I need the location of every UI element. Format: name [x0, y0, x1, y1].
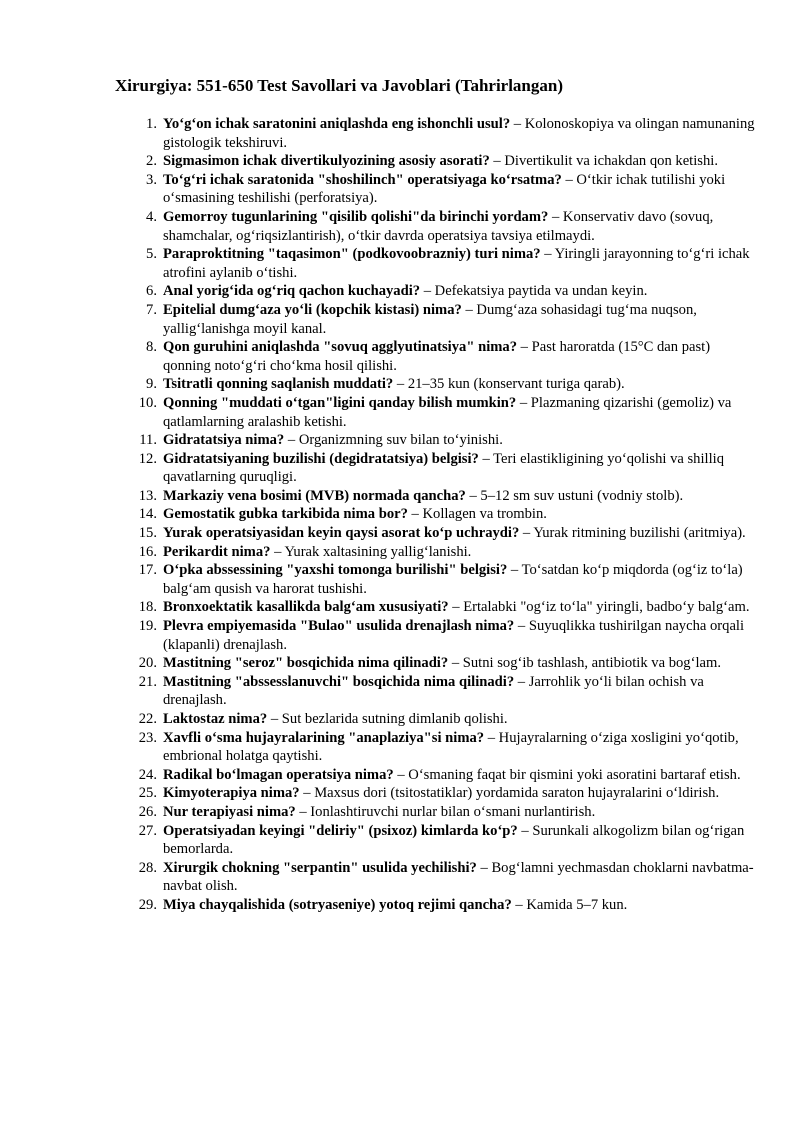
list-item	[115, 729, 760, 766]
question-text: Markaziy vena bosimi (MVB) normada qancha?	[163, 487, 466, 504]
question-text: Xavfli o‘sma hujayralarining "anaplaziya"si nima?	[163, 729, 485, 746]
answer-text: – Kamida 5–7 kun.	[511, 896, 628, 913]
answer-text: – Plazmaning qizarishi (gemoliz) va qatlamlarning aralashib ketishi.	[163, 394, 732, 430]
list-item	[115, 487, 760, 506]
question-text: To‘g‘ri ichak saratonida "shoshilinch" operatsiyaga ko‘rsatma?	[163, 171, 562, 188]
list-item	[115, 450, 760, 487]
question-text: Mastitning "seroz" bosqichida nima qilinadi?	[163, 655, 449, 672]
document-title: Xirurgiya: 551-650 Test Savollari va Javoblari (Tahrirlangan)	[115, 76, 564, 95]
question-text: Qon guruhini aniqlashda "sovuq agglyutinatsiya" nima?	[163, 339, 518, 356]
question-text: Plevra empiyemasida "Bulao" usulida drenajlash nima?	[163, 618, 515, 635]
list-item	[115, 822, 760, 859]
answer-text: – To‘satdan ko‘p miqdorda (og‘iz to‘la) balg‘am qusish va harorat tushishi.	[163, 562, 743, 597]
list-item	[115, 152, 760, 171]
answer-text: – Sut bezlarida sutning dimlanib qolishi.	[267, 711, 508, 727]
question-text: Qonning "muddati o‘tgan"ligini qanday bilish mumkin?	[163, 394, 517, 411]
item-number: 4.	[146, 208, 157, 225]
question-text: Laktostaz nima?	[163, 711, 268, 727]
list-item	[115, 505, 760, 524]
item-number: 26.	[138, 803, 157, 820]
question-text: Mastitning "abssesslanuvchi" bosqichida nima qilinadi?	[163, 673, 515, 690]
question-text: Sigmasimon ichak divertikulyozining asosiy asorati?	[163, 153, 490, 170]
item-number: 27.	[138, 822, 157, 839]
question-text: Epitelial dumg‘aza yo‘li (kopchik kistasi) nima?	[163, 301, 462, 318]
answer-text: – Sutni sog‘ib tashlash, antibiotik va bog‘lam.	[448, 655, 721, 672]
list-item	[115, 301, 760, 338]
item-number: 6.	[146, 283, 157, 300]
item-number: 3.	[146, 171, 157, 188]
question-text: Gidratatsiya nima?	[163, 432, 285, 449]
question-text: Anal yorig‘ida og‘riq qachon kuchayadi?	[163, 283, 421, 300]
answer-text: – Maxsus dori (tsitostatiklar) yordamida saraton hujayralarini o‘ldirish.	[299, 785, 720, 802]
question-text: Yo‘g‘on ichak saratonini aniqlashda eng ishonchli usul?	[163, 116, 511, 132]
item-number: 24.	[138, 766, 157, 783]
item-number: 15.	[138, 525, 157, 542]
list-item	[115, 171, 760, 208]
question-text: Yurak operatsiyasidan keyin qaysi asorat ko‘p uchraydi?	[163, 525, 520, 542]
item-number: 23.	[138, 729, 157, 746]
list-item	[115, 115, 760, 152]
answer-text: – O‘tkir ichak tutilishi yoki o‘smasining teshilishi (perforatsiya).	[163, 171, 726, 207]
item-number: 16.	[138, 543, 157, 560]
list-item	[115, 394, 760, 431]
list-item	[115, 654, 760, 673]
answer-text: – Divertikulit va ichakdan qon ketishi.	[489, 153, 718, 170]
question-text: Nur terapiyasi nima?	[163, 803, 296, 820]
question-text: Miya chayqalishida (sotryaseniye) yotoq rejimi qancha?	[163, 896, 512, 913]
answer-text: – Jarrohlik yo‘li bilan ochish va drenajlash.	[163, 673, 704, 709]
item-number: 25.	[138, 785, 157, 802]
question-text: Paraproktitning "taqasimon" (podkovoobrazniy) turi nima?	[163, 246, 541, 263]
answer-text: – Ertalabki "og‘iz to‘la" yiringli, badbo‘y balg‘am.	[448, 599, 750, 616]
item-number: 10.	[138, 394, 157, 411]
question-text: Gemostatik gubka tarkibida nima bor?	[163, 506, 408, 523]
answer-text: – Past haroratda (15°C dan past) qonning noto‘g‘ri cho‘kma hosil qilishi.	[163, 339, 711, 374]
list-item	[115, 859, 760, 896]
item-number: 5.	[146, 246, 157, 263]
list-item	[115, 375, 760, 394]
answer-text: – Bog‘lamni yechmasdan choklarni navbatma-navbat olish.	[163, 859, 754, 895]
list-item	[115, 896, 760, 915]
item-number: 1.	[146, 116, 157, 132]
question-text: Tsitratli qonning saqlanish muddati?	[163, 376, 394, 393]
question-text: Gemorroy tugunlarining "qisilib qolishi"da birinchi yordam?	[163, 208, 549, 225]
list-item	[115, 710, 760, 729]
question-text: Gidratatsiyaning buzilishi (degidratatsiya) belgisi?	[163, 450, 479, 467]
item-number: 21.	[138, 673, 157, 690]
question-text: Bronxoektatik kasallikda balg‘am xususiyati?	[163, 599, 449, 616]
question-text: Operatsiyadan keyingi "deliriy" (psixoz) kimlarda ko‘p?	[163, 822, 518, 839]
item-number: 17.	[138, 562, 157, 579]
answer-text: – O‘smaning faqat bir qismini yoki asoratini bartaraf etish.	[393, 766, 741, 783]
item-number: 14.	[138, 506, 157, 523]
list-item	[115, 673, 760, 710]
list-item	[115, 784, 760, 803]
question-text: Radikal bo‘lmagan operatsiya nima?	[163, 766, 394, 783]
list-item	[115, 561, 760, 598]
answer-text: – Konservativ davo (sovuq, shamchalar, og‘riqsizlantirish), o‘tkir davrda operatsiya tavsiya etilmaydi.	[163, 208, 714, 244]
item-number: 7.	[146, 301, 157, 318]
answer-text: – Yurak ritmining buzilishi (aritmiya).	[519, 525, 746, 542]
answer-text: – Yurak xaltasining yallig‘lanishi.	[270, 543, 472, 560]
list-item	[115, 338, 760, 375]
list-item	[115, 282, 760, 301]
item-number: 12.	[138, 450, 157, 467]
question-text: Xirurgik chokning "serpantin" usulida yechilishi?	[163, 859, 477, 876]
answer-text: – Suyuqlikka tushirilgan naycha orqali (klapanli) drenajlash.	[163, 618, 745, 653]
answer-text: – Kolonoskopiya va olingan namunaning gistologik tekshiruvi.	[163, 116, 755, 151]
list-item	[115, 431, 760, 450]
list-item	[115, 598, 760, 617]
question-text: O‘pka abssessining "yaxshi tomonga burilishi" belgisi?	[163, 562, 508, 579]
answer-text: – Dumg‘aza sohasidagi tug‘ma nuqson, yallig‘lanishga moyil kanal.	[163, 301, 697, 337]
item-number: 2.	[146, 153, 157, 170]
answer-text: – Hujayralarning o‘ziga xosligini yo‘qotib, embrional holatga qaytishi.	[163, 729, 739, 765]
list-item	[115, 766, 760, 785]
answer-text: – Defekatsiya paytida va undan keyin.	[420, 283, 648, 300]
item-number: 22.	[138, 711, 157, 727]
item-number: 13.	[138, 487, 157, 504]
list-item	[115, 617, 760, 654]
item-number: 20.	[138, 655, 157, 672]
item-number: 29.	[138, 896, 157, 913]
answer-text: – Ionlashtiruvchi nurlar bilan o‘smani nurlantirish.	[295, 803, 596, 820]
answer-text: – 21–35 kun (konservant turiga qarab).	[393, 376, 625, 393]
item-number: 28.	[138, 859, 157, 876]
list-item	[115, 208, 760, 245]
list-item	[115, 245, 760, 282]
answer-text: – Organizmning suv bilan to‘yinishi.	[284, 432, 503, 449]
list-item	[115, 543, 760, 562]
list-item	[115, 524, 760, 543]
item-number: 18.	[138, 599, 157, 616]
item-number: 11.	[139, 432, 157, 449]
answer-text: – Surunkali alkogolizm bilan og‘rigan bemorlarda.	[163, 822, 745, 858]
answer-text: – Yiringli jarayonning to‘g‘ri ichak atrofini aylanib o‘tishi.	[163, 246, 750, 281]
answer-text: – 5–12 sm suv ustuni (vodniy stolb).	[465, 487, 684, 504]
item-number: 8.	[146, 339, 157, 356]
question-text: Perikardit nima?	[163, 543, 271, 560]
list-item	[115, 803, 760, 822]
item-number: 9.	[146, 376, 157, 393]
item-number: 19.	[138, 618, 157, 635]
answer-text: – Teri elastikligining yo‘qolishi va shilliq qavatlarning quruqligi.	[163, 450, 724, 486]
qa-list	[115, 115, 760, 915]
question-text: Kimyoterapiya nima?	[163, 785, 300, 802]
answer-text: – Kollagen va trombin.	[407, 506, 547, 523]
